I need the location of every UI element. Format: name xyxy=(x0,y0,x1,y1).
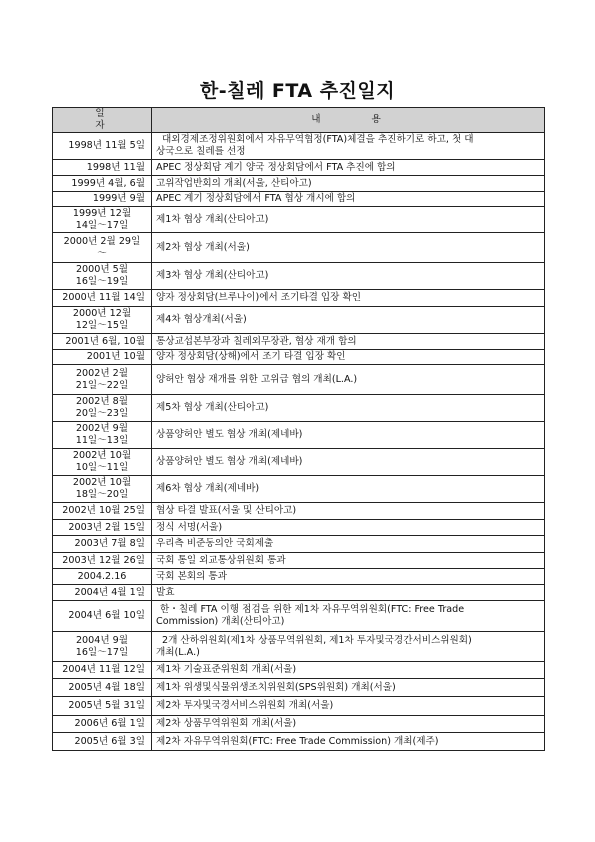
content-cell xyxy=(152,160,545,176)
date-line: 2000년 12월 xyxy=(72,308,132,319)
content-cell xyxy=(152,263,545,290)
date-cell xyxy=(53,536,152,553)
content-line: 양허안 협상 재개를 위한 고위급 협의 개최(L.A.) xyxy=(156,373,358,385)
content-line: 국회 본회의 통과 xyxy=(156,570,227,582)
table-row xyxy=(53,133,545,160)
date-line: 11일～13일 xyxy=(75,435,129,446)
content-line: 제3차 협상 개최(산티아고) xyxy=(156,270,269,281)
date-cell xyxy=(53,662,152,679)
date-line: 16일～19일 xyxy=(75,276,129,287)
content-cell xyxy=(152,716,545,733)
date-line: 2004.2.16 xyxy=(77,570,127,582)
content-line: 제2차 상품무역위원회 개최(서울) xyxy=(156,718,297,729)
content-line: 고위작업반회의 개최(서울, 산티아고) xyxy=(156,177,312,189)
content-cell xyxy=(152,192,545,207)
table-row xyxy=(53,449,545,476)
date-line: 16일～17일 xyxy=(75,646,129,658)
content-cell xyxy=(152,422,545,449)
table-row xyxy=(53,160,545,176)
date-line: 18일～20일 xyxy=(75,489,129,500)
date-line: 1999년 12월 xyxy=(72,207,132,219)
date-cell xyxy=(53,192,152,207)
content-line: 제6차 협상 개최(제네바) xyxy=(156,483,260,494)
date-cell xyxy=(53,476,152,503)
content-cell xyxy=(152,601,545,632)
table-row xyxy=(53,176,545,192)
table-row xyxy=(53,307,545,334)
content-cell xyxy=(152,520,545,536)
content-cell xyxy=(152,365,545,395)
content-line: 상품양허안 별도 협상 개최(제네바) xyxy=(156,429,303,440)
date-line: 2002년 9월 xyxy=(75,423,129,434)
table-row xyxy=(53,520,545,536)
date-line: 2003년 2월 15일 xyxy=(68,521,145,533)
date-line: 2005년 5월 31일 xyxy=(68,700,145,711)
content-line: 제2차 투자및국경서비스위원회 개최(서울) xyxy=(156,700,334,711)
table-row xyxy=(53,334,545,350)
document-title: 한-칠레 FTA 추진일지 xyxy=(199,80,396,102)
table-row xyxy=(53,679,545,697)
content-line: 제2차 자유무역위원회(FTC: Free Trade Commission) 개최(제주) xyxy=(156,735,439,747)
content-cell xyxy=(152,176,545,192)
content-cell xyxy=(152,133,545,160)
date-cell xyxy=(53,733,152,751)
content-cell xyxy=(152,334,545,350)
header-content: 내 용 xyxy=(152,108,545,133)
date-line: 2002년 2월 xyxy=(75,367,129,379)
content-line: 제1차 기술표준위원회 개최(서울) xyxy=(156,664,297,675)
table-row xyxy=(53,422,545,449)
table-row xyxy=(53,365,545,395)
date-line: 2000년 2월 29일 xyxy=(63,235,141,247)
date-cell xyxy=(53,697,152,716)
content-line: APEC 계기 정상회담에서 FTA 협상 개시에 합의 xyxy=(156,193,356,204)
content-cell xyxy=(152,290,545,307)
date-line: 2004년 6월 10일 xyxy=(68,610,145,621)
content-line: 우리측 비준동의안 국회제출 xyxy=(156,538,274,549)
table-row xyxy=(53,585,545,601)
date-line: 21일～22일 xyxy=(75,379,129,391)
date-line: 1999년 9월 xyxy=(92,193,145,204)
date-cell xyxy=(53,632,152,662)
content-cell xyxy=(152,569,545,585)
table-row xyxy=(53,716,545,733)
date-line: 2001년 10월 xyxy=(86,351,145,362)
content-cell xyxy=(152,350,545,365)
content-line: 한・칠레 FTA 이행 점검을 위한 제1차 자유무역위원회(FTC: Free Trade xyxy=(160,604,465,615)
content-cell xyxy=(152,585,545,601)
table-row xyxy=(53,290,545,307)
date-line: 2001년 6월, 10월 xyxy=(65,335,145,347)
content-cell xyxy=(152,697,545,716)
date-cell xyxy=(53,133,152,160)
content-cell xyxy=(152,233,545,263)
content-line: 양자 정상회담(브루나이)에서 조기타결 입장 확인 xyxy=(156,292,362,303)
date-line: 10일～11일 xyxy=(75,462,129,473)
date-cell xyxy=(53,422,152,449)
date-line: 1999년 4월, 6월 xyxy=(71,177,145,189)
content-line: 2개 산하위원회(제1차 상품무역위원회, 제1차 투자및국경간서비스위원회) xyxy=(162,634,472,646)
table-row xyxy=(53,395,545,422)
date-cell xyxy=(53,449,152,476)
date-line: 2003년 12월 26일 xyxy=(62,554,145,566)
content-line: 제1차 위생및식물위생조치위원회(SPS위원회) 개최(서울) xyxy=(156,681,396,693)
date-cell xyxy=(53,716,152,733)
content-line: APEC 정상회담 계기 양국 정상회담에서 FTA 추진에 합의 xyxy=(156,161,396,173)
date-cell xyxy=(53,679,152,697)
content-cell xyxy=(152,679,545,697)
content-cell xyxy=(152,662,545,679)
content-line: 제5차 협상 개최(산티아고) xyxy=(156,402,269,413)
content-cell xyxy=(152,207,545,233)
content-cell xyxy=(152,536,545,553)
content-cell xyxy=(152,553,545,569)
content-line: 상품양허안 별도 협상 개최(제네바) xyxy=(156,456,303,467)
date-line: 2004년 9월 xyxy=(75,634,129,646)
date-cell xyxy=(53,207,152,233)
content-line: 협상 타결 발표(서울 및 산티아고) xyxy=(156,505,297,516)
date-cell xyxy=(53,601,152,632)
table-row xyxy=(53,233,545,263)
date-cell xyxy=(53,307,152,334)
date-line: 2004년 4월 1일 xyxy=(74,586,145,598)
date-line: ～ xyxy=(97,247,107,259)
date-cell xyxy=(53,350,152,365)
date-line: 2002년 10월 xyxy=(72,477,132,488)
table-row xyxy=(53,350,545,365)
date-line: 2003년 7월 8일 xyxy=(74,538,145,549)
content-cell xyxy=(152,476,545,503)
content-line: 상국으로 칠레를 선정 xyxy=(156,146,246,157)
date-cell xyxy=(53,520,152,536)
content-line: 정식 서명(서울) xyxy=(156,521,223,533)
date-cell xyxy=(53,334,152,350)
table-row xyxy=(53,733,545,751)
fta-timeline-table xyxy=(52,107,545,751)
date-cell xyxy=(53,176,152,192)
content-cell xyxy=(152,632,545,662)
table-row xyxy=(53,192,545,207)
table-row xyxy=(53,536,545,553)
content-line: 제2차 협상 개최(서울) xyxy=(156,241,250,253)
table-row xyxy=(53,263,545,290)
date-line: 2004년 11월 12일 xyxy=(62,664,145,675)
date-line: 12일～15일 xyxy=(75,320,129,331)
table-row xyxy=(53,662,545,679)
table-row xyxy=(53,697,545,716)
table-header-row xyxy=(53,108,545,133)
content-line: 양자 정상회담(상해)에서 조기 타결 입장 확인 xyxy=(156,351,346,362)
content-cell xyxy=(152,733,545,751)
date-cell xyxy=(53,395,152,422)
date-line: 1998년 11월 5일 xyxy=(68,140,145,151)
table-row xyxy=(53,569,545,585)
content-line: 통상교섭본부장과 칠레외무장관, 협상 재개 합의 xyxy=(156,335,357,347)
date-cell xyxy=(53,365,152,395)
date-line: 2002년 10월 25일 xyxy=(62,505,145,516)
date-line: 2005년 6월 3일 xyxy=(74,735,145,747)
content-line: 발효 xyxy=(156,586,175,598)
table-row xyxy=(53,207,545,233)
header-date: 일 자 xyxy=(53,108,152,133)
date-line: 2006년 6월 1일 xyxy=(74,718,145,729)
content-line: 제4차 협상개최(서울) xyxy=(156,314,247,325)
table-row xyxy=(53,553,545,569)
content-line: 국회 통일 외교통상위원회 통과 xyxy=(156,554,286,566)
date-cell xyxy=(53,553,152,569)
date-line: 14일～17일 xyxy=(75,219,129,231)
table-row xyxy=(53,476,545,503)
table-row xyxy=(53,632,545,662)
date-cell xyxy=(53,503,152,520)
date-cell xyxy=(53,263,152,290)
date-cell xyxy=(53,585,152,601)
table-body xyxy=(53,133,545,751)
date-line: 20일～23일 xyxy=(75,408,129,419)
content-line: Commission) 개최(산티아고) xyxy=(156,616,285,627)
date-cell xyxy=(53,569,152,585)
date-line: 2000년 11월 14일 xyxy=(62,292,145,303)
content-line: 제1차 협상 개최(산티아고) xyxy=(156,213,269,225)
date-line: 2002년 8월 xyxy=(75,396,129,407)
table-row xyxy=(53,503,545,520)
content-line: 개최(L.A.) xyxy=(156,646,200,658)
date-line: 1998년 11월 xyxy=(86,161,145,173)
date-cell xyxy=(53,290,152,307)
date-cell xyxy=(53,160,152,176)
content-line: 대외경제조정위원회에서 자유무역협정(FTA)체결을 추진하기로 하고, 첫 대 xyxy=(162,134,474,145)
table-row xyxy=(53,601,545,632)
date-line: 2000년 5월 xyxy=(75,264,129,275)
content-cell xyxy=(152,449,545,476)
date-line: 2005년 4월 18일 xyxy=(68,681,145,693)
content-cell xyxy=(152,307,545,334)
date-line: 2002년 10월 xyxy=(72,450,132,461)
content-cell xyxy=(152,503,545,520)
content-cell xyxy=(152,395,545,422)
date-cell xyxy=(53,233,152,263)
